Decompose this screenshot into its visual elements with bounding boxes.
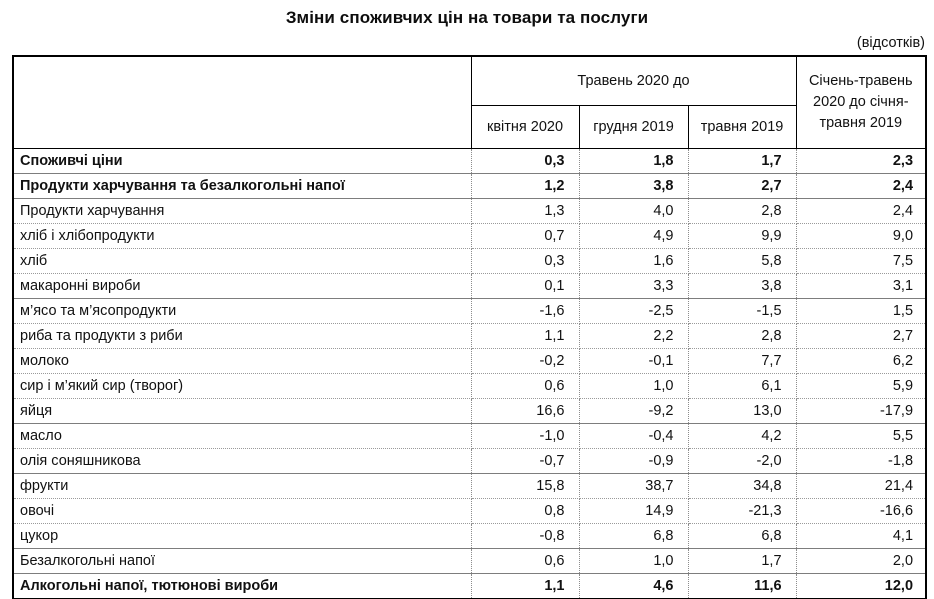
units-note: (відсотків)	[856, 35, 925, 51]
row-value-4: 2,4	[796, 199, 926, 224]
row-value-3: 11,6	[688, 574, 796, 599]
row-label: фрукти	[13, 474, 471, 499]
row-label: Алкогольні напої, тютюнові вироби	[13, 574, 471, 599]
row-label: Продукти харчування та безалкогольні напої	[13, 174, 471, 199]
row-label: риба та продукти з риби	[13, 324, 471, 349]
table-row	[13, 149, 926, 174]
row-value-1: -1,0	[471, 424, 579, 449]
row-value-3: 3,8	[688, 274, 796, 299]
row-value-3: 2,8	[688, 199, 796, 224]
row-value-2: 4,0	[579, 199, 688, 224]
row-value-1: 15,8	[471, 474, 579, 499]
row-value-2: -0,4	[579, 424, 688, 449]
row-value-3: 1,7	[688, 149, 796, 174]
row-value-3: -2,0	[688, 449, 796, 474]
row-value-2: 4,6	[579, 574, 688, 599]
table-row	[13, 249, 926, 274]
row-value-3: 6,1	[688, 374, 796, 399]
row-value-1: -0,7	[471, 449, 579, 474]
row-value-3: 5,8	[688, 249, 796, 274]
header-name-column	[13, 56, 471, 149]
row-value-4: 3,1	[796, 274, 926, 299]
row-value-4: 21,4	[796, 474, 926, 499]
row-value-2: -0,9	[579, 449, 688, 474]
row-value-2: -2,5	[579, 299, 688, 324]
header-sub-april2020: квітня 2020	[471, 106, 579, 149]
row-value-2: 3,3	[579, 274, 688, 299]
row-value-4: 6,2	[796, 349, 926, 374]
row-value-1: -0,2	[471, 349, 579, 374]
row-value-1: -0,8	[471, 524, 579, 549]
row-value-4: -16,6	[796, 499, 926, 524]
row-value-4: 4,1	[796, 524, 926, 549]
row-value-4: 7,5	[796, 249, 926, 274]
row-value-4: 5,9	[796, 374, 926, 399]
table-row	[13, 274, 926, 299]
row-label: яйця	[13, 399, 471, 424]
row-label: Продукти харчування	[13, 199, 471, 224]
row-value-4: 2,0	[796, 549, 926, 574]
row-value-1: 1,3	[471, 199, 579, 224]
row-value-3: 7,7	[688, 349, 796, 374]
row-value-4: 1,5	[796, 299, 926, 324]
table-container	[12, 55, 925, 599]
row-value-2: -0,1	[579, 349, 688, 374]
row-value-1: -1,6	[471, 299, 579, 324]
row-value-2: 4,9	[579, 224, 688, 249]
table-row	[13, 424, 926, 449]
row-value-2: 2,2	[579, 324, 688, 349]
table-row	[13, 324, 926, 349]
row-label: хліб	[13, 249, 471, 274]
row-value-4: -17,9	[796, 399, 926, 424]
header-sub-december2019: грудня 2019	[579, 106, 688, 149]
table-row	[13, 349, 926, 374]
header-group-may2020: Травень 2020 до	[471, 56, 796, 106]
row-value-2: 1,8	[579, 149, 688, 174]
row-value-1: 0,3	[471, 249, 579, 274]
table-header	[13, 56, 926, 149]
row-value-4: 2,4	[796, 174, 926, 199]
row-value-3: 1,7	[688, 549, 796, 574]
row-value-1: 1,1	[471, 574, 579, 599]
table-body	[13, 149, 926, 599]
table-row	[13, 399, 926, 424]
row-value-3: 34,8	[688, 474, 796, 499]
row-label: сир і м’який сир (творог)	[13, 374, 471, 399]
table-row	[13, 449, 926, 474]
row-value-3: 6,8	[688, 524, 796, 549]
row-value-1: 0,6	[471, 374, 579, 399]
row-label: м’ясо та м’ясопродукти	[13, 299, 471, 324]
cpi-table	[12, 55, 927, 599]
header-sub-may2019: травня 2019	[688, 106, 796, 149]
row-label: цукор	[13, 524, 471, 549]
row-label: хліб і хлібопродукти	[13, 224, 471, 249]
row-value-4: 9,0	[796, 224, 926, 249]
header-row-group	[13, 56, 926, 106]
table-row	[13, 174, 926, 199]
row-value-2: 1,6	[579, 249, 688, 274]
row-label: молоко	[13, 349, 471, 374]
row-label: масло	[13, 424, 471, 449]
row-value-4: 2,7	[796, 324, 926, 349]
row-value-2: 14,9	[579, 499, 688, 524]
table-row	[13, 499, 926, 524]
row-label: олія соняшникова	[13, 449, 471, 474]
table-row	[13, 224, 926, 249]
row-value-1: 0,8	[471, 499, 579, 524]
row-label: Безалкогольні напої	[13, 549, 471, 574]
row-value-3: 2,7	[688, 174, 796, 199]
row-value-2: 1,0	[579, 549, 688, 574]
row-value-3: 4,2	[688, 424, 796, 449]
table-row	[13, 574, 926, 599]
table-row	[13, 199, 926, 224]
row-value-3: 2,8	[688, 324, 796, 349]
table-row	[13, 549, 926, 574]
row-value-1: 1,2	[471, 174, 579, 199]
row-value-1: 16,6	[471, 399, 579, 424]
row-value-3: -21,3	[688, 499, 796, 524]
row-value-2: 3,8	[579, 174, 688, 199]
table-row	[13, 299, 926, 324]
row-value-1: 1,1	[471, 324, 579, 349]
row-value-2: 1,0	[579, 374, 688, 399]
row-value-4: 12,0	[796, 574, 926, 599]
row-value-4: 2,3	[796, 149, 926, 174]
row-value-2: 6,8	[579, 524, 688, 549]
row-value-2: -9,2	[579, 399, 688, 424]
table-row	[13, 474, 926, 499]
row-value-4: 5,5	[796, 424, 926, 449]
row-value-1: 0,3	[471, 149, 579, 174]
table-row	[13, 524, 926, 549]
header-janmay-column: Січень-травень 2020 до січня-травня 2019	[796, 56, 926, 149]
row-value-2: 38,7	[579, 474, 688, 499]
row-value-1: 0,7	[471, 224, 579, 249]
row-value-4: -1,8	[796, 449, 926, 474]
row-value-3: -1,5	[688, 299, 796, 324]
row-label: макаронні вироби	[13, 274, 471, 299]
table-row	[13, 374, 926, 399]
row-value-3: 9,9	[688, 224, 796, 249]
row-label: овочі	[13, 499, 471, 524]
page-title: Зміни споживчих цін на товари та послуги	[285, 8, 649, 27]
row-label: Споживчі ціни	[13, 149, 471, 174]
row-value-1: 0,1	[471, 274, 579, 299]
row-value-1: 0,6	[471, 549, 579, 574]
row-value-3: 13,0	[688, 399, 796, 424]
